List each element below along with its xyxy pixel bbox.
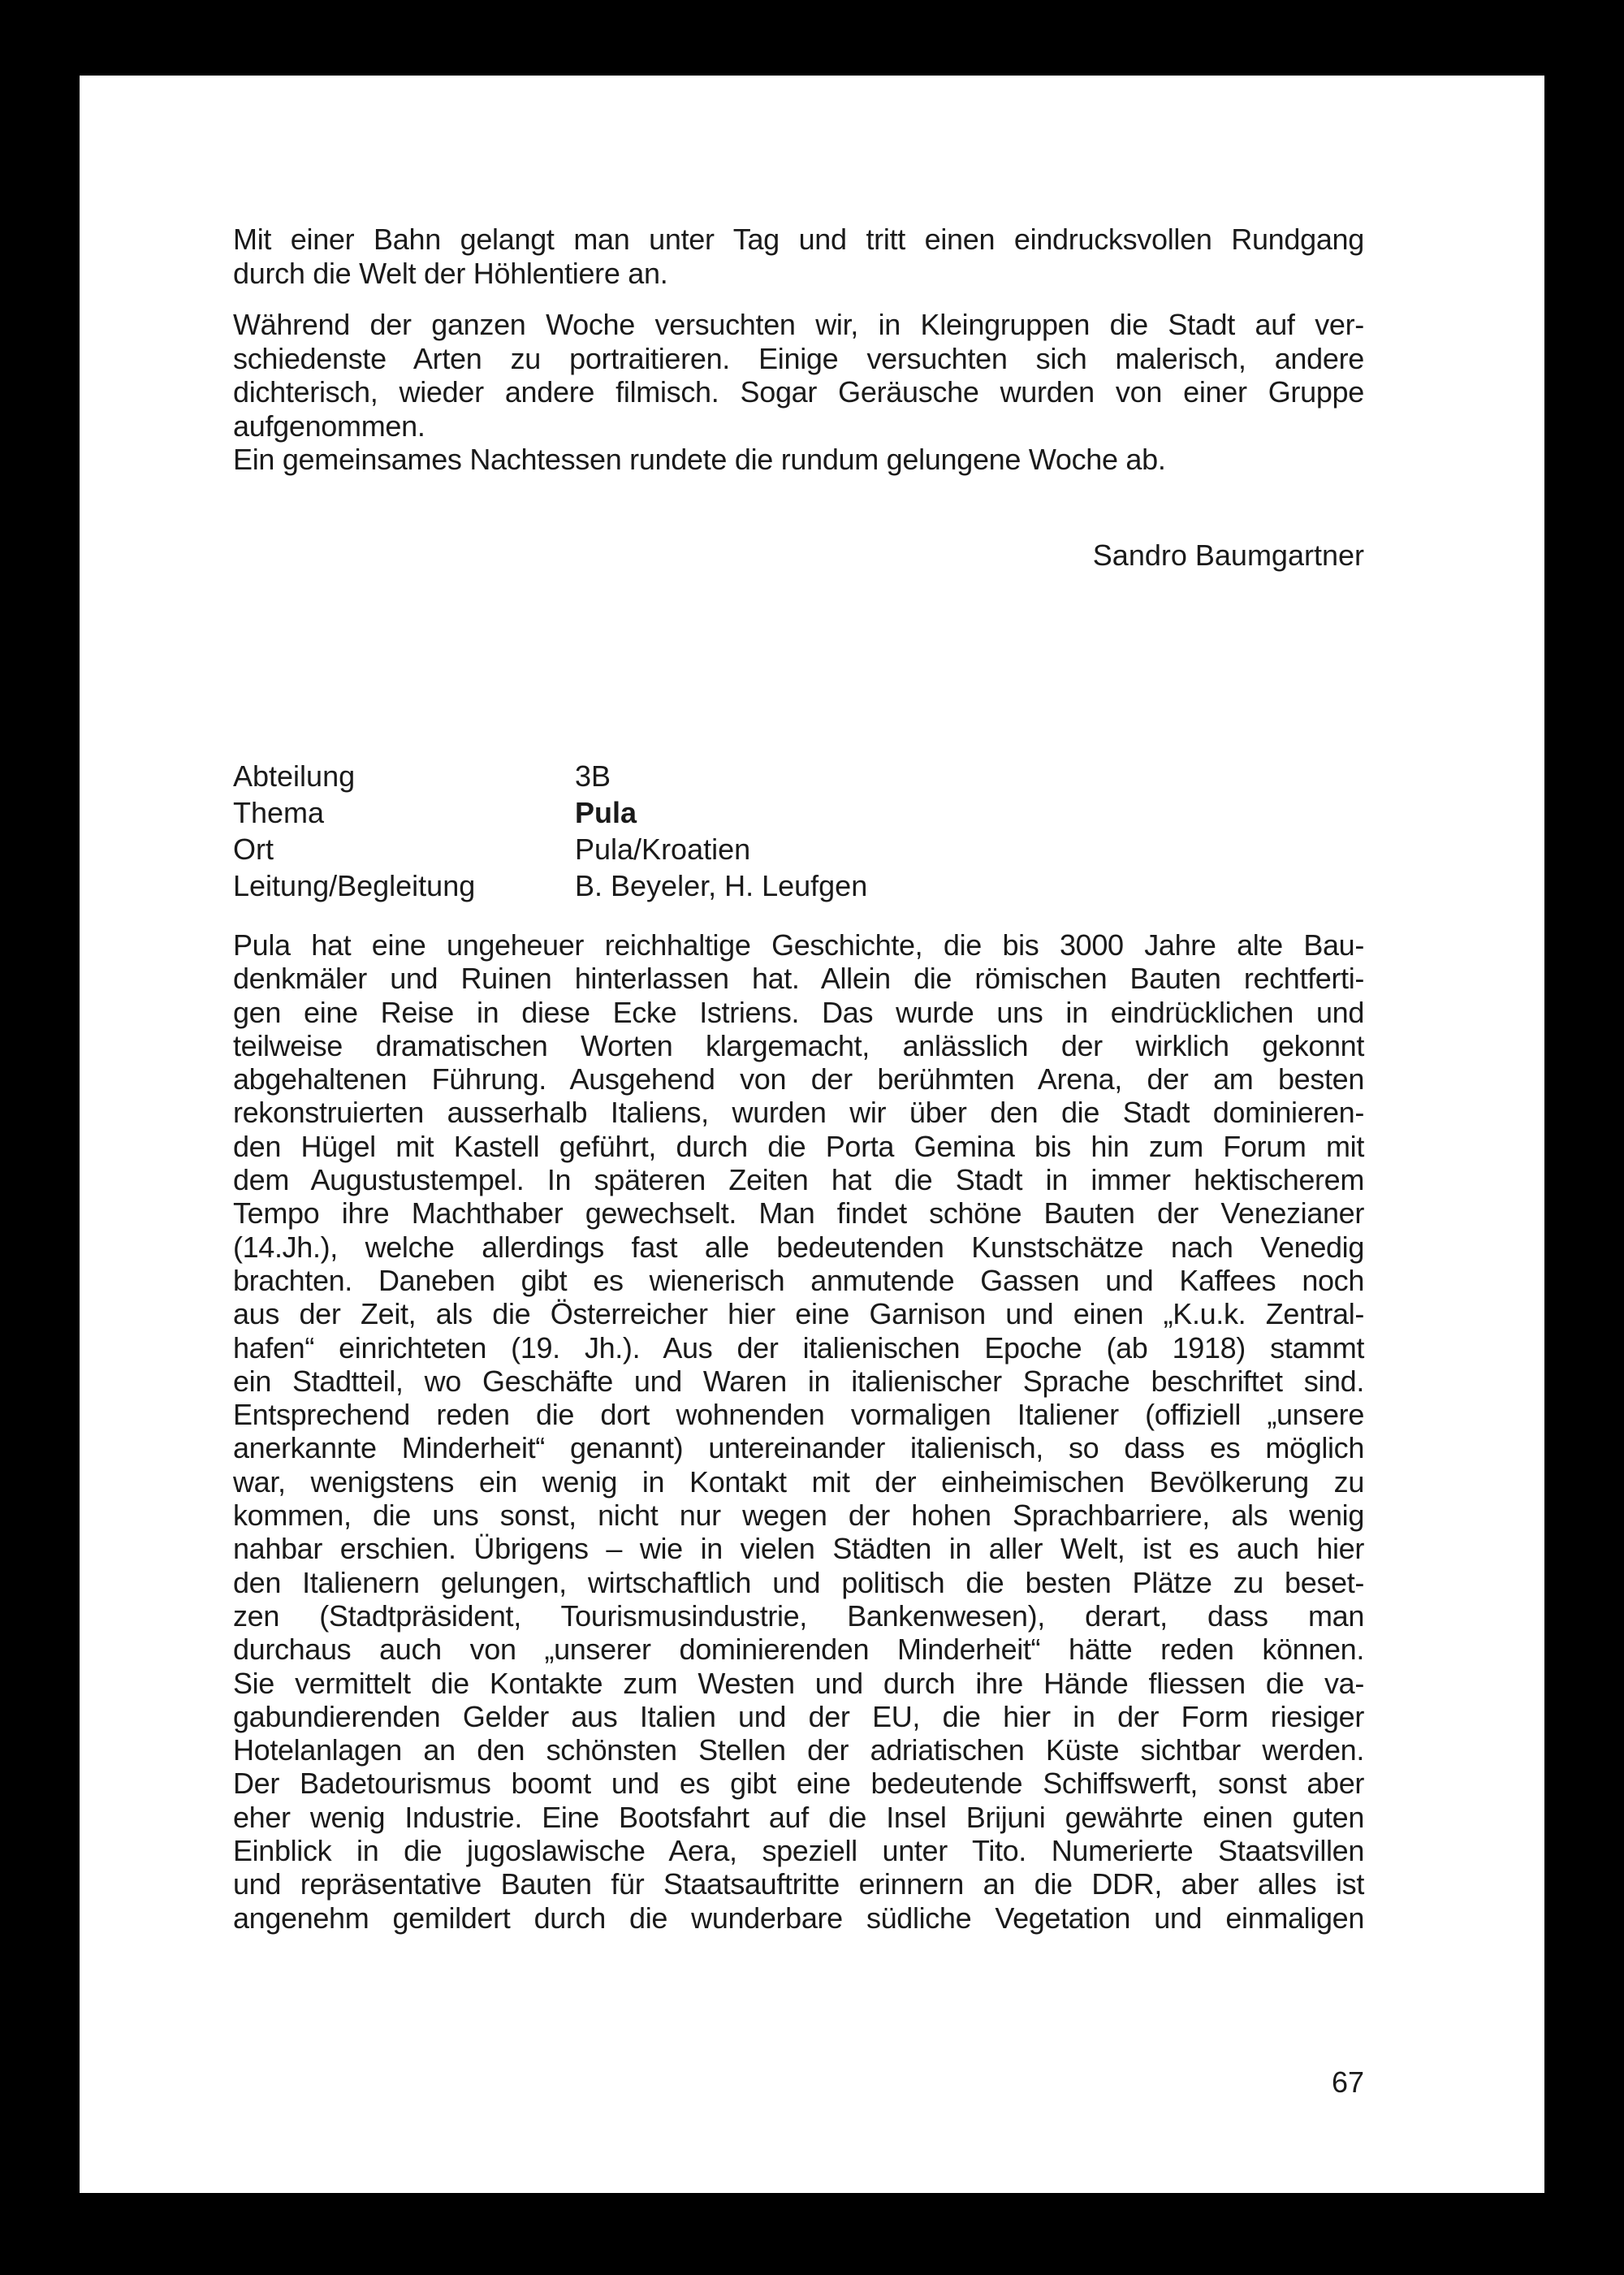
- text-line: Der Badetourismus boomt und es gibt eine bedeutende Schiffswerft, sonst aber: [233, 1767, 1364, 1801]
- text-line: Sie vermittelt die Kontakte zum Westen und durch ihre Hände fliessen die va-: [233, 1666, 1364, 1700]
- text-line: hafen“ einrichteten (19. Jh.). Aus der italienischen Epoche (ab 1918) stammt: [233, 1330, 1364, 1365]
- text-line: war, wenigstens ein wenig in Kontakt mit der einheimischen Bevölkerung zu: [233, 1464, 1364, 1499]
- text-line: Während der ganzen Woche versuchten wir, in Kleingruppen die Stadt auf ver-: [233, 308, 1364, 341]
- text-line: brachten. Daneben gibt es wienerisch anmutende Gassen und Kaffees noch: [233, 1263, 1364, 1297]
- meta-label: Abteilung: [233, 759, 356, 793]
- intro-paragraph-1: [233, 223, 1364, 290]
- text-line: teilweise dramatischen Worten klargemacht, anlässlich der wirklich gekonnt: [233, 1028, 1364, 1062]
- text-line: angenehm gemildert durch die wunderbare südliche Vegetation und einmaligen: [233, 1901, 1364, 1935]
- meta-label: Ort: [233, 833, 274, 866]
- meta-value-title: Pula: [575, 796, 637, 829]
- project-meta-table: [233, 758, 867, 904]
- meta-value: Pula/Kroatien: [575, 833, 751, 866]
- text-line: den Italienern gelungen, wirtschaftlich und politisch die besten Plätze zu beset-: [233, 1565, 1364, 1599]
- meta-row-thema: [233, 794, 867, 831]
- meta-label: Leitung/Begleitung: [233, 869, 476, 902]
- text-line: denkmäler und Ruinen hinterlassen hat. Allein die römischen Bauten rechtferti-: [233, 962, 1364, 996]
- text-line: nahbar erschien. Übrigens – wie in vielen Städten in aller Welt, ist es auch hier: [233, 1532, 1364, 1566]
- text-line: kommen, die uns sonst, nicht nur wegen der hohen Sprachbarriere, als wenig: [233, 1499, 1364, 1533]
- text-line: zen (Stadtpräsident, Tourismusindustrie, Bankenwesen), derart, dass man: [233, 1598, 1364, 1633]
- meta-row-abteilung: [233, 758, 867, 794]
- intro-paragraph-3: [233, 443, 1364, 477]
- text-line: rekonstruierten ausserhalb Italiens, wurden wir über den die Stadt dominieren-: [233, 1096, 1364, 1130]
- text-line: Tempo ihre Machthaber gewechselt. Man findet schöne Bauten der Venezianer: [233, 1196, 1364, 1230]
- text-line: dem Augustustempel. In späteren Zeiten hat die Stadt in immer hektischerem: [233, 1163, 1364, 1197]
- text-line: abgehaltenen Führung. Ausgehend von der berühmten Arena, der am besten: [233, 1062, 1364, 1096]
- text-line: anerkannte Minderheit“ genannt) untereinander italienisch, so dass es möglich: [233, 1431, 1364, 1465]
- intro-section: [233, 223, 1364, 477]
- text-line: schiedenste Arten zu portraitieren. Einige versuchten sich malerisch, andere: [233, 341, 1364, 375]
- text-line: Einblick in die jugoslawische Aera, speziell unter Tito. Numerierte Staatsvillen: [233, 1834, 1364, 1868]
- text-line: und repräsentative Bauten für Staatsauftritte erinnern an die DDR, aber alles ist: [233, 1867, 1364, 1901]
- text-line: Hotelanlagen an den schönsten Stellen der adriatischen Küste sichtbar werden.: [233, 1733, 1364, 1767]
- meta-label: Thema: [233, 796, 325, 829]
- meta-value: 3B: [575, 759, 611, 793]
- text-line: Pula hat eine ungeheuer reichhaltige Geschichte, die bis 3000 Jahre alte Bau-: [233, 928, 1364, 962]
- meta-row-ort: [233, 831, 867, 867]
- document-page: [80, 76, 1544, 2193]
- author-signature: Sandro Baumgartner: [1092, 538, 1364, 572]
- text-line: eher wenig Industrie. Eine Bootsfahrt auf die Insel Brijuni gewährte einen guten: [233, 1800, 1364, 1834]
- text-line: gabundierenden Gelder aus Italien und der EU, die hier in der Form riesiger: [233, 1699, 1364, 1733]
- text-line: ein Stadtteil, wo Geschäfte und Waren in italienischer Sprache beschriftet sind.: [233, 1364, 1364, 1398]
- text-line: (14.Jh.), welche allerdings fast alle bedeutenden Kunstschätze nach Venedig: [233, 1230, 1364, 1264]
- meta-row-leitung: [233, 867, 867, 904]
- text-line: dichterisch, wieder andere filmisch. Sogar Geräusche wurden von einer Gruppe: [233, 375, 1364, 409]
- pula-report-body: [233, 928, 1364, 1935]
- text-line: den Hügel mit Kastell geführt, durch die Porta Gemina bis hin zum Forum mit: [233, 1129, 1364, 1163]
- text-line: Mit einer Bahn gelangt man unter Tag und tritt einen eindrucksvollen Rundgang: [233, 223, 1364, 256]
- page-number: 67: [1331, 2065, 1364, 2099]
- intro-paragraph-2: [233, 308, 1364, 443]
- text-line: durchaus auch von „unserer dominierenden Minderheit“ hätte reden können.: [233, 1633, 1364, 1667]
- text-line: Entsprechend reden die dort wohnenden vormaligen Italiener (offiziell „unsere: [233, 1398, 1364, 1432]
- text-line: Ein gemeinsames Nachtessen rundete die rundum gelungene Woche ab.: [233, 443, 1166, 476]
- text-line: durch die Welt der Höhlentiere an.: [233, 256, 668, 290]
- meta-value: B. Beyeler, H. Leufgen: [575, 869, 868, 902]
- text-line: gen eine Reise in diese Ecke Istriens. Das wurde uns in eindrücklichen und: [233, 995, 1364, 1029]
- text-line: aus der Zeit, als die Österreicher hier eine Garnison und einen „K.u.k. Zentral-: [233, 1297, 1364, 1331]
- text-line: aufgenommen.: [233, 409, 425, 443]
